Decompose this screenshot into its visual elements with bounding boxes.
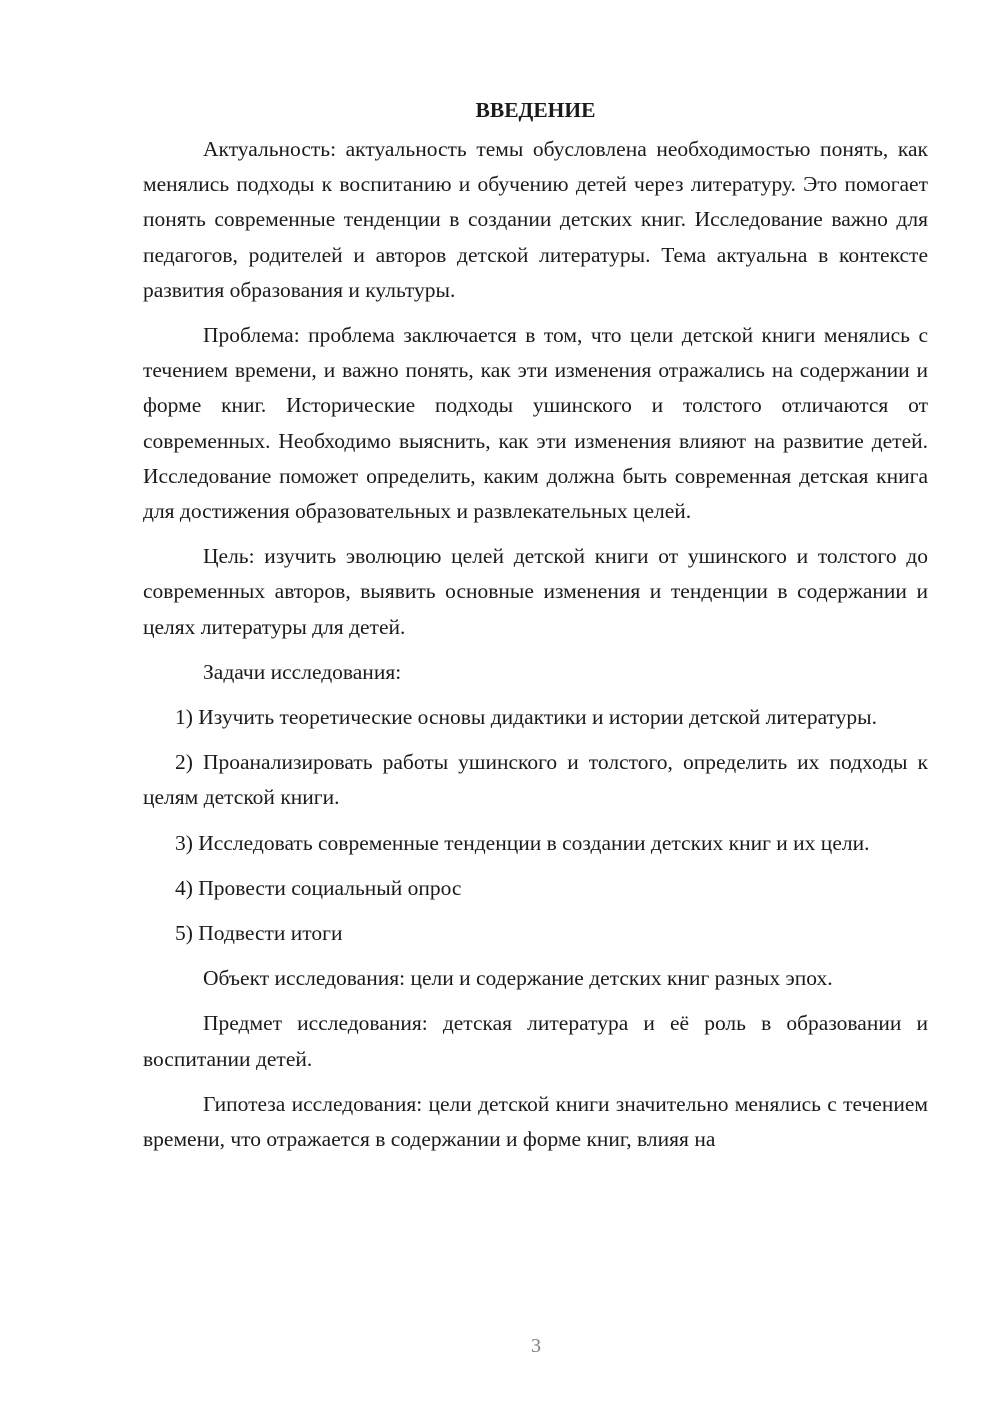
task-item-3: 3) Исследовать современные тенденции в создании детских книг и их цели. (175, 830, 870, 855)
tasks-heading: Задачи исследования: (203, 659, 402, 684)
paragraph-relevance: Актуальность: актуальность темы обусловлена необходимостью понять, как менялись подходы к воспитанию и обучению детей через литературу. Это помогает понять современные тенденции в создании детских книг. Исследование важно для педагогов, родителей и авторов детской литературы. Тема актуальна в контексте развития образования и культуры. (143, 137, 928, 302)
task-item-1: 1) Изучить теоретические основы дидактики и истории детской литературы. (175, 705, 877, 730)
paragraph-problem: Проблема: проблема заключается в том, что цели детской книги менялись с течением времени, и важно понять, как эти изменения отражались на содержании и форме книг. Исторические подходы ушинского и толстого отличаются от современных. Необходимо выяснить, как эти изменения влияют на развитие детей. Исследование поможет определить, каким должна быть современная детская книга для достижения образовательных и развлекательных целей. (143, 323, 928, 524)
section-heading: ВВЕДЕНИЕ (475, 98, 596, 122)
task-item-5: 5) Подвести итоги (175, 921, 343, 946)
paragraph-hypothesis: Гипотеза исследования: цели детской книги значительно менялись с течением времени, что отражается в содержании и форме книг, влияя на (143, 1091, 928, 1152)
task-item-4: 4) Провести социальный опрос (175, 875, 462, 900)
document-page (143, 93, 928, 1157)
task-item-2: 2) Проанализировать работы ушинского и толстого, определить их подходы к целям детской книги. (143, 750, 928, 810)
paragraph-goal: Цель: изучить эволюцию целей детской книги от ушинского и толстого до современных авторов, выявить основные изменения и тенденции в содержании и целях литературы для детей. (143, 544, 928, 639)
page-number: 3 (531, 1335, 541, 1357)
paragraph-object: Объект исследования: цели и содержание детских книг разных эпох. (203, 966, 833, 991)
paragraph-subject: Предмет исследования: детская литература и её роль в образовании и воспитании детей. (143, 1011, 928, 1071)
